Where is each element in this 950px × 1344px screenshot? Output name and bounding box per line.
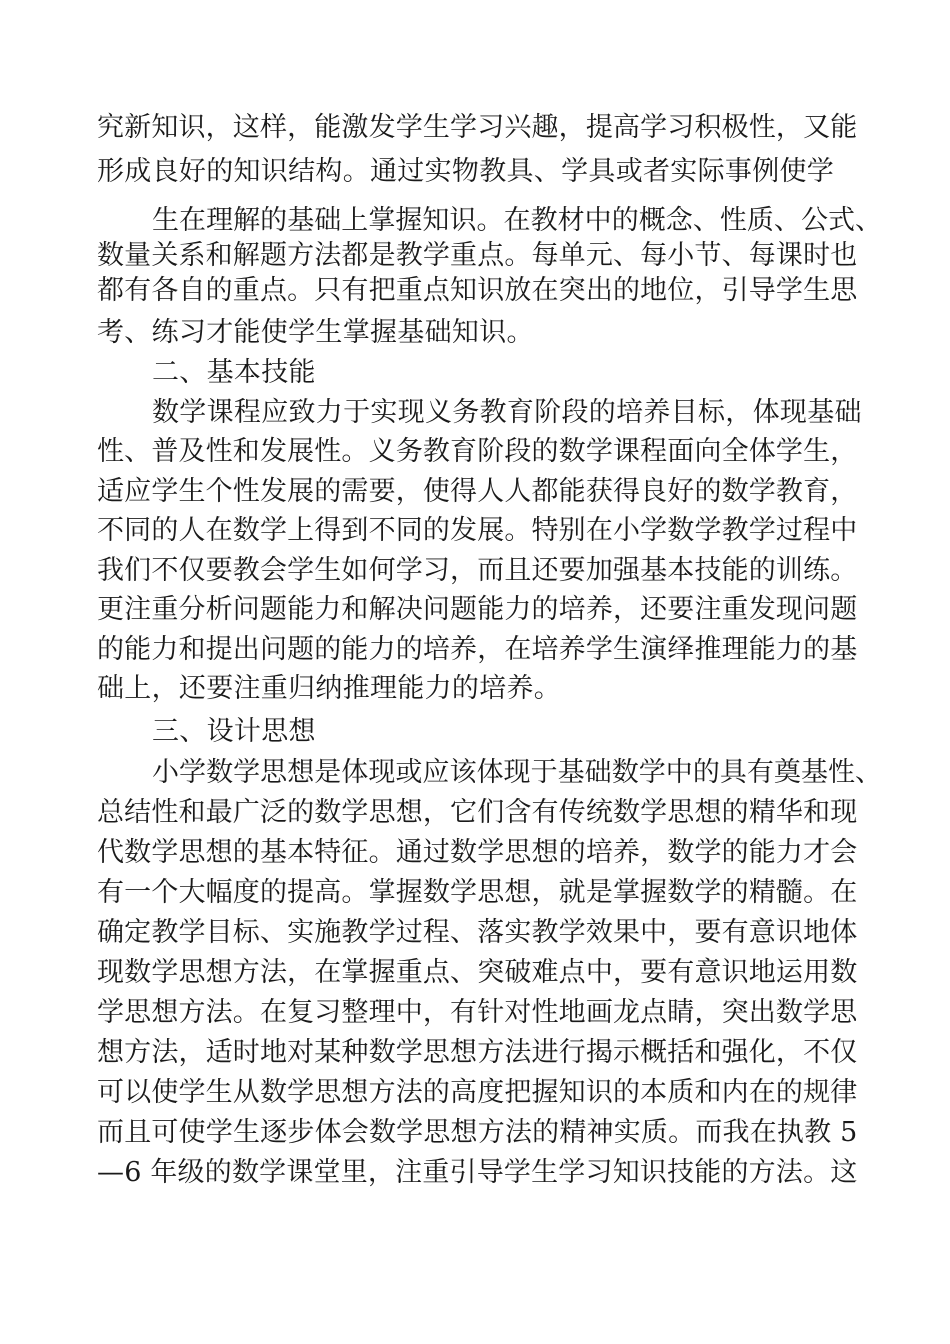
text-line: 数学课程应致力于实现义务教育阶段的培养目标，体现基础 bbox=[152, 397, 862, 428]
text-line: 不同的人在数学上得到不同的发展。特别在小学数学教学过程中 bbox=[97, 515, 858, 546]
text-line: —6 年级的数学课堂里，注重引导学生学习知识技能的方法。这 bbox=[97, 1157, 858, 1188]
text-line: 形成良好的知识结构。通过实物教具、学具或者实际事例使学 bbox=[97, 156, 835, 187]
text-line: 的能力和提出问题的能力的培养，在培养学生演绎推理能力的基 bbox=[97, 634, 858, 665]
text-line: 学思想方法。在复习整理中，有针对性地画龙点睛，突出数学思 bbox=[97, 997, 858, 1028]
text-line: 现数学思想方法，在掌握重点、突破难点中，要有意识地运用数 bbox=[97, 957, 858, 988]
text-line: 都有各自的重点。只有把重点知识放在突出的地位，引导学生思 bbox=[97, 275, 858, 306]
section-heading: 三、设计思想 bbox=[152, 716, 316, 747]
text-line: 数量关系和解题方法都是教学重点。每单元、每小节、每课时也 bbox=[97, 240, 858, 271]
text-line: 确定教学目标、实施教学过程、落实教学效果中，要有意识地体 bbox=[97, 917, 858, 948]
text-line: 想方法，适时地对某种数学思想方法进行揭示概括和强化，不仅 bbox=[97, 1037, 858, 1068]
text-line: 础上，还要注重归纳推理能力的培养。 bbox=[97, 673, 562, 704]
text-line: 我们不仅要教会学生如何学习，而且还要加强基本技能的训练。 bbox=[97, 555, 858, 586]
text-line: 性、普及性和发展性。义务教育阶段的数学课程面向全体学生， bbox=[97, 436, 858, 467]
text-line: 总结性和最广泛的数学思想，它们含有传统数学思想的精华和现 bbox=[97, 797, 858, 828]
text-line: 生在理解的基础上掌握知识。在教材中的概念、性质、公式、 bbox=[152, 205, 883, 236]
text-line: 代数学思想的基本特征。通过数学思想的培养，数学的能力才会 bbox=[97, 837, 858, 868]
text-line: 有一个大幅度的提高。掌握数学思想，就是掌握数学的精髓。在 bbox=[97, 877, 858, 908]
text-line: 而且可使学生逐步体会数学思想方法的精神实质。而我在执教 5 bbox=[97, 1117, 858, 1148]
text-line: 小学数学思想是体现或应该体现于基础数学中的具有奠基性、 bbox=[152, 757, 883, 788]
text-line: 究新知识，这样，能激发学生学习兴趣，提高学习积极性，又能 bbox=[97, 112, 858, 143]
text-line: 更注重分析问题能力和解决问题能力的培养，还要注重发现问题 bbox=[97, 594, 858, 625]
text-line: 适应学生个性发展的需要，使得人人都能获得良好的数学教育， bbox=[97, 476, 858, 507]
section-heading: 二、基本技能 bbox=[152, 357, 316, 388]
text-line: 可以使学生从数学思想方法的高度把握知识的本质和内在的规律 bbox=[97, 1077, 858, 1108]
text-line: 考、练习才能使学生掌握基础知识。 bbox=[97, 317, 534, 348]
